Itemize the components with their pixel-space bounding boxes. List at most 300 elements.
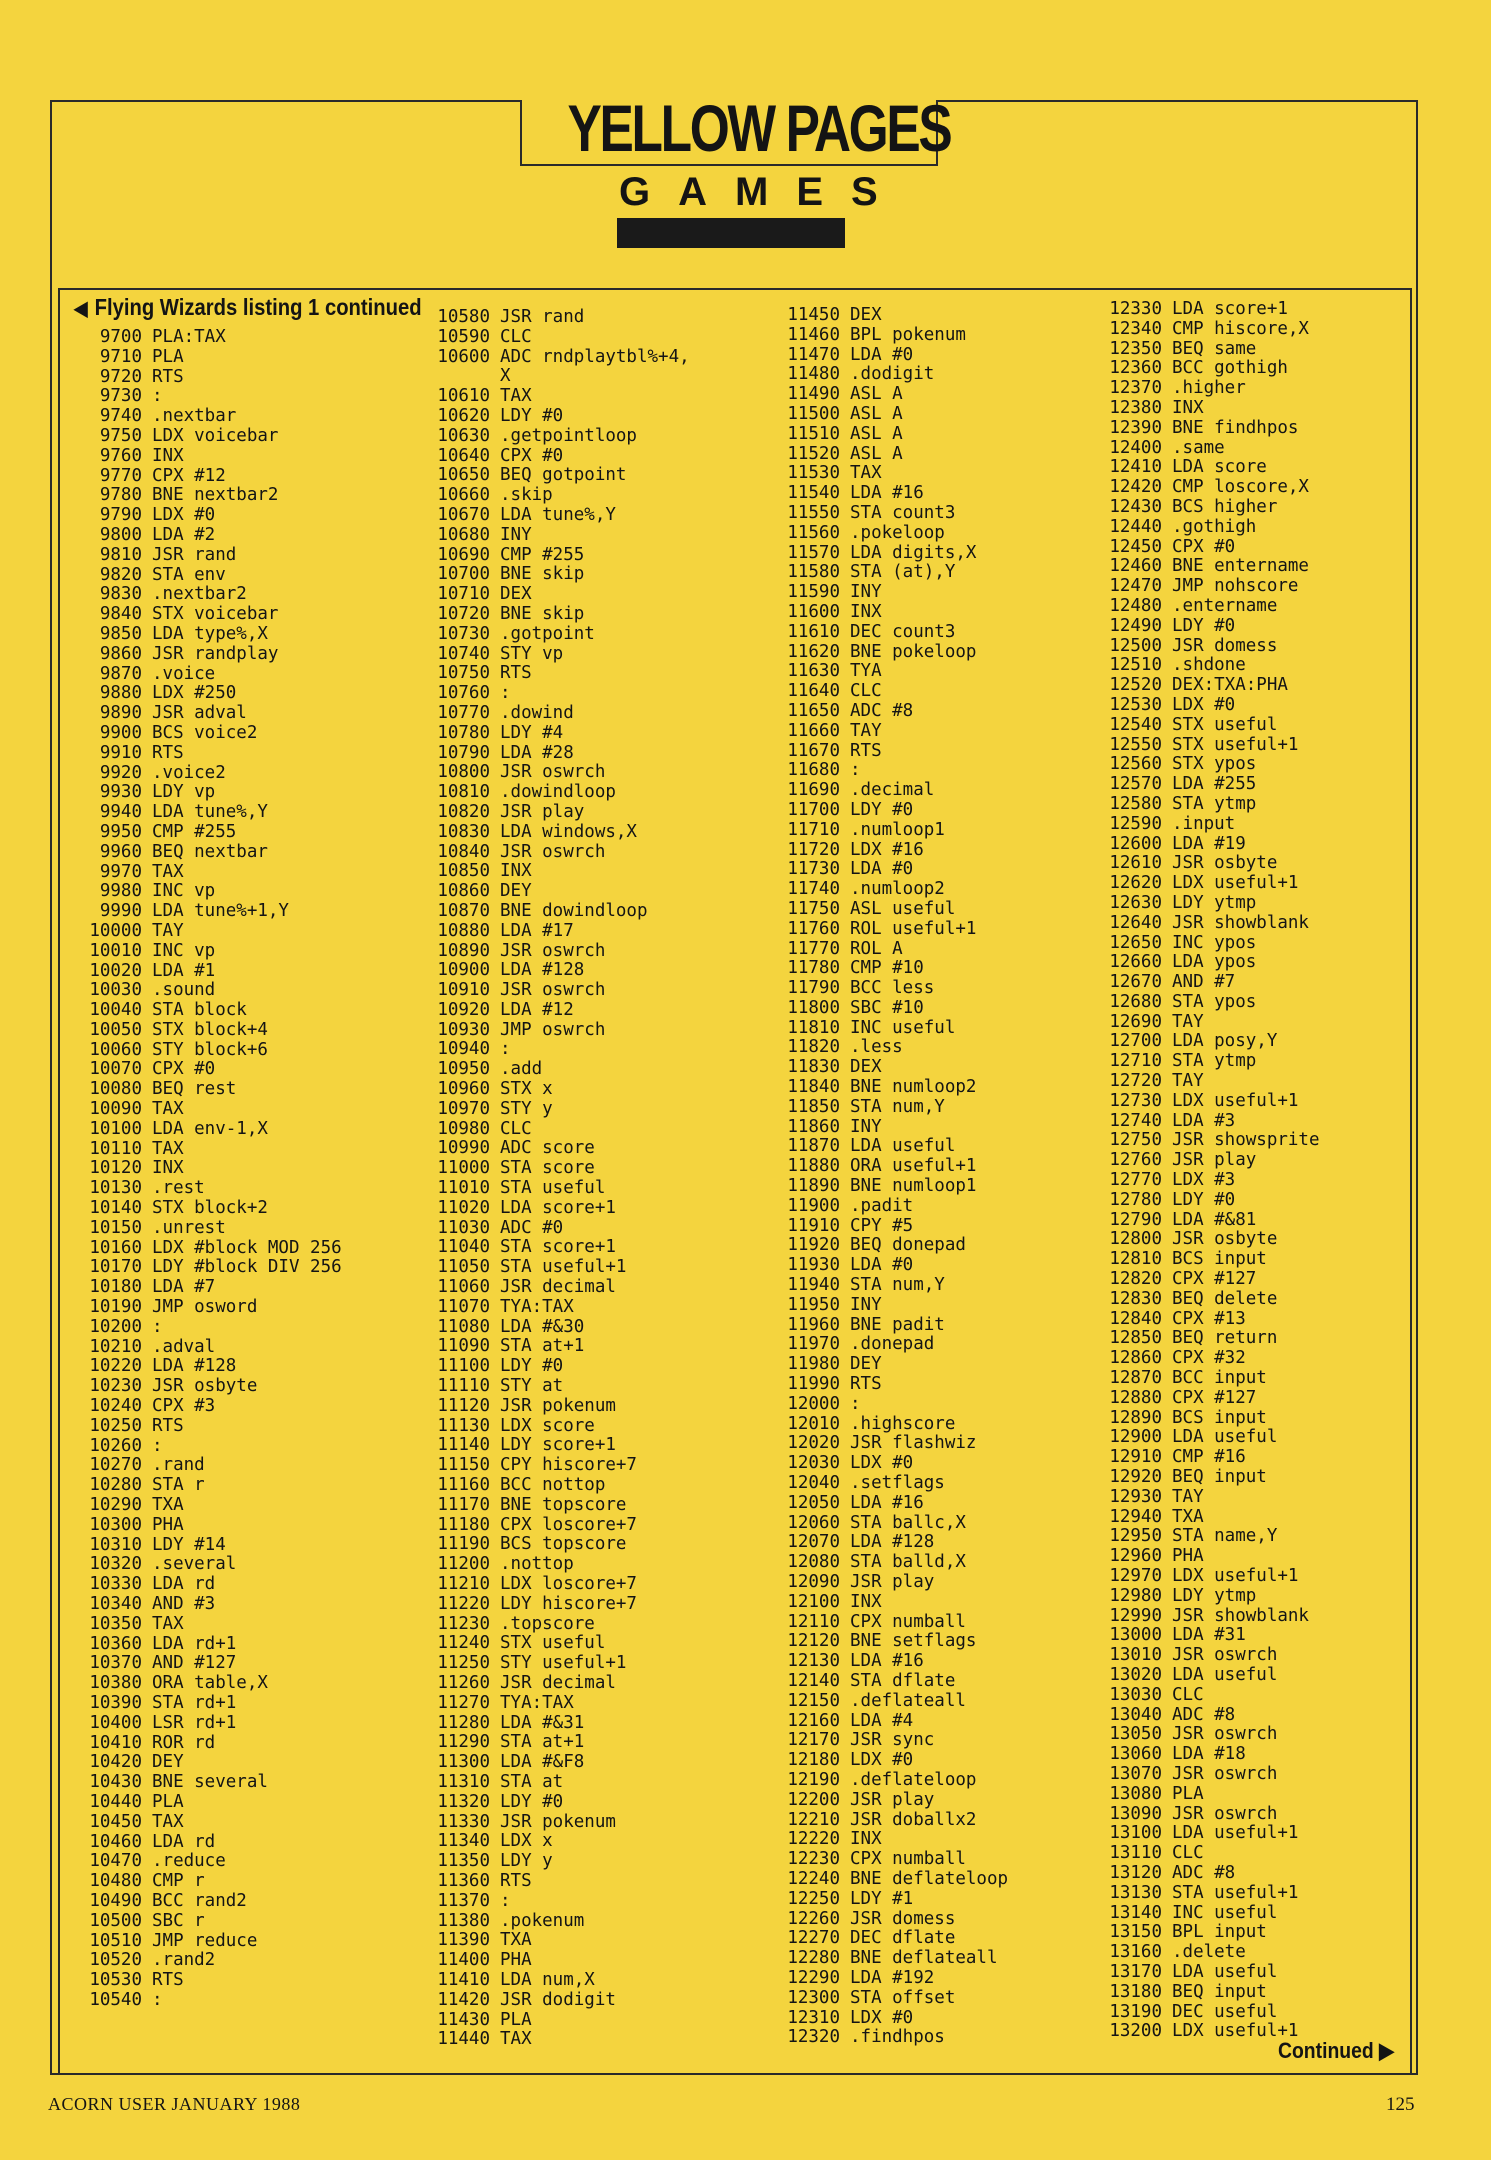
code-text: .nextbar [152, 406, 237, 427]
code-text: STX useful [500, 1633, 606, 1654]
line-number: 12330 [1109, 299, 1162, 319]
code-text: CMP hiscore,X [1172, 318, 1309, 339]
code-text: STX block+2 [152, 1198, 268, 1219]
code-line [1090, 1072, 1320, 1092]
line-number: 10500 [89, 1910, 142, 1931]
code-text: .delete [1172, 1942, 1246, 1963]
code-line [1090, 538, 1320, 558]
line-number: 12310 [787, 2007, 840, 2028]
code-line [768, 1830, 1008, 1850]
code-line [418, 1753, 690, 1773]
line-number: 11970 [787, 1334, 840, 1355]
code-line [418, 407, 690, 427]
line-number: 12890 [1109, 1407, 1162, 1428]
code-line [768, 1533, 1008, 1553]
code-line [768, 999, 1008, 1019]
code-text: LDY ytmp [1172, 892, 1257, 913]
code-text: STA ytmp [1172, 1051, 1257, 1072]
line-number: 12600 [1109, 833, 1162, 854]
line-number: 10290 [89, 1495, 142, 1516]
code-text: .same [1172, 437, 1225, 458]
code-text: JSR rand [500, 307, 585, 327]
code-text: STA balld,X [850, 1552, 966, 1573]
code-line [1090, 736, 1320, 756]
code-line [70, 645, 342, 665]
code-line [1090, 557, 1320, 577]
code-line [768, 524, 1008, 544]
code-text: LDA rd [152, 1574, 216, 1595]
code-text: BEQ delete [1172, 1288, 1278, 1309]
code-text: CPX #3 [152, 1396, 216, 1417]
code-text: BNE entername [1172, 556, 1309, 577]
code-text: JSR domess [850, 1908, 956, 1929]
code-line [70, 1833, 342, 1853]
line-number: 13200 [1109, 2021, 1162, 2042]
code-line [70, 1536, 342, 1556]
code-line [768, 1375, 1008, 1395]
code-line [418, 843, 690, 863]
line-number: 12300 [787, 1987, 840, 2008]
code-text: INC useful [1172, 1902, 1278, 1923]
code-text: JMP nohscore [1172, 576, 1299, 597]
code-line [768, 306, 1008, 326]
line-number: 12370 [1109, 378, 1162, 399]
line-number: 10340 [89, 1594, 142, 1614]
code-line [418, 942, 690, 962]
code-text: .adval [152, 1336, 216, 1357]
code-text: STA ballc,X [850, 1512, 966, 1533]
code-line [768, 1276, 1008, 1296]
code-line [418, 1555, 690, 1575]
line-number: 11230 [437, 1613, 490, 1634]
code-line [768, 2009, 1008, 2029]
code-line [1090, 359, 1320, 379]
line-number: 12540 [1109, 714, 1162, 735]
line-number: 10080 [89, 1079, 142, 1100]
line-number: 11570 [787, 542, 840, 563]
code-text: LDA #12 [500, 999, 574, 1020]
code-text: INC vp [152, 881, 216, 902]
code-text: INX [850, 601, 882, 622]
code-text: PHA [1172, 1546, 1204, 1567]
line-number: 12000 [787, 1393, 840, 1414]
code-line [418, 1832, 690, 1852]
code-text: INC useful [850, 1017, 956, 1038]
code-line [1090, 1032, 1320, 1052]
line-number: 10380 [89, 1673, 142, 1694]
code-text: LDA #&F8 [500, 1752, 585, 1773]
line-number: 13180 [1109, 1981, 1162, 2002]
line-number: 10270 [89, 1455, 142, 1476]
code-line [70, 1199, 342, 1219]
code-text: JSR oswrch [500, 940, 606, 961]
line-number: 12050 [787, 1492, 840, 1513]
line-number: 10740 [437, 643, 490, 664]
code-line [418, 1100, 690, 1120]
code-text: LDY ytmp [1172, 1585, 1257, 1606]
line-number: 10460 [89, 1831, 142, 1852]
code-text: STX block+4 [152, 1019, 268, 1040]
line-number: 10130 [89, 1178, 142, 1199]
code-line [1090, 1112, 1320, 1132]
code-line [1090, 1230, 1320, 1250]
line-number: 12750 [1109, 1130, 1162, 1151]
code-text: STA score+1 [500, 1237, 616, 1258]
code-text: BCC input [1172, 1368, 1267, 1389]
code-line [418, 605, 690, 625]
line-number: 12730 [1109, 1090, 1162, 1111]
line-number: 13080 [1109, 1783, 1162, 1804]
code-line [70, 902, 342, 922]
code-text: JSR sync [850, 1730, 935, 1751]
line-number: 9840 [99, 604, 142, 625]
code-line [418, 961, 690, 981]
code-text: .numloop2 [850, 879, 945, 900]
code-line [768, 1118, 1008, 1138]
code-text: : [152, 1316, 163, 1337]
code-text: INY [850, 1294, 882, 1315]
code-text: JSR domess [1172, 635, 1278, 656]
line-number: 12240 [787, 1868, 840, 1889]
code-text: LDX #0 [850, 1750, 914, 1771]
code-line [418, 1040, 690, 1060]
line-number: 13060 [1109, 1744, 1162, 1765]
line-number: 10980 [437, 1118, 490, 1139]
code-text: ASL useful [850, 898, 956, 919]
code-text: ROL useful+1 [850, 918, 977, 939]
code-line [70, 625, 342, 645]
line-number: 10860 [437, 881, 490, 902]
line-number: 12710 [1109, 1051, 1162, 1072]
code-line [768, 1910, 1008, 1930]
line-number: 10160 [89, 1237, 142, 1258]
line-number: 10690 [437, 544, 490, 565]
code-line [1090, 1725, 1320, 1745]
line-number: 10400 [89, 1712, 142, 1733]
code-line [768, 1593, 1008, 1613]
code-text: CPX #12 [152, 465, 226, 486]
line-number: 11160 [437, 1475, 490, 1496]
line-number: 12070 [787, 1532, 840, 1553]
line-number: 10390 [89, 1692, 142, 1713]
line-number: 9910 [99, 742, 142, 763]
code-line [70, 1892, 342, 1912]
continued-text: Continued [1278, 2038, 1374, 2063]
line-number: 10040 [89, 1000, 142, 1021]
code-line [70, 962, 342, 982]
line-number: 12120 [787, 1631, 840, 1652]
code-line [70, 1001, 342, 1021]
code-text: PLA [1172, 1783, 1204, 1804]
code-text: DEY [850, 1354, 882, 1375]
code-line [1090, 320, 1320, 340]
code-text: CPX loscore+7 [500, 1514, 637, 1535]
line-number: 12960 [1109, 1546, 1162, 1567]
line-number: 11520 [787, 443, 840, 464]
line-number: 11480 [787, 364, 840, 385]
code-line [70, 1734, 342, 1754]
code-line [418, 1872, 690, 1892]
code-text: BPL input [1172, 1922, 1267, 1943]
code-line [768, 979, 1008, 999]
code-text: LDA #0 [850, 859, 914, 880]
code-text: LDY #0 [1172, 615, 1236, 636]
code-text: LDA env-1,X [152, 1118, 268, 1139]
code-text: STA r [152, 1475, 205, 1496]
code-line [418, 1733, 690, 1753]
code-line [1090, 1706, 1320, 1726]
line-number: 11460 [787, 324, 840, 345]
code-line [1090, 1369, 1320, 1389]
line-number: 11010 [437, 1178, 490, 1199]
code-text: LDA useful [1172, 1961, 1278, 1982]
code-text: INY [850, 582, 882, 603]
code-text: JSR play [850, 1572, 935, 1592]
code-line [768, 900, 1008, 920]
line-number: 12180 [787, 1750, 840, 1771]
line-number: 11880 [787, 1156, 840, 1177]
code-line [418, 1813, 690, 1833]
line-number: 10520 [89, 1950, 142, 1971]
code-line [70, 1694, 342, 1714]
line-number: 9810 [99, 544, 142, 565]
code-text: JSR adval [152, 703, 247, 724]
line-number: 12220 [787, 1829, 840, 1850]
code-line [768, 1157, 1008, 1177]
code-line [418, 1357, 690, 1377]
line-number: 10010 [89, 940, 142, 961]
code-line [1090, 1785, 1320, 1805]
code-line [1090, 1290, 1320, 1310]
code-line [768, 781, 1008, 801]
code-line [1090, 973, 1320, 993]
line-number: 11870 [787, 1136, 840, 1157]
code-line [418, 1080, 690, 1100]
code-line [70, 1971, 342, 1991]
line-number: 12520 [1109, 675, 1162, 696]
code-text: STA num,Y [850, 1275, 945, 1296]
section-subtitle: GAMES [619, 170, 906, 214]
code-line [1090, 1448, 1320, 1468]
code-line [418, 1615, 690, 1635]
code-text: .pokenum [500, 1910, 585, 1931]
code-text: LDA #0 [850, 344, 914, 365]
code-line [1090, 1587, 1320, 1607]
code-text: BNE several [152, 1772, 268, 1793]
line-number: 10810 [437, 782, 490, 803]
line-number: 12690 [1109, 1011, 1162, 1032]
code-line [768, 1137, 1008, 1157]
code-text: .setflags [850, 1473, 945, 1494]
code-text: JSR oswrch [1172, 1803, 1278, 1824]
code-line [418, 763, 690, 783]
code-text: CPX #13 [1172, 1308, 1246, 1329]
code-text: CMP #10 [850, 958, 924, 979]
line-number: 11670 [787, 740, 840, 761]
code-text: TAX [152, 861, 184, 882]
code-line [768, 1969, 1008, 1989]
code-text: BEQ gotpoint [500, 465, 627, 486]
code-text: BEQ input [1172, 1467, 1267, 1488]
line-number: 13130 [1109, 1882, 1162, 1903]
line-number: 12200 [787, 1789, 840, 1810]
code-line [70, 1456, 342, 1476]
code-text: JSR pokenum [500, 1811, 616, 1832]
line-number: 10350 [89, 1613, 142, 1634]
code-line [418, 882, 690, 902]
code-line [1090, 1389, 1320, 1409]
code-line [418, 2011, 690, 2031]
code-text: JMP oswrch [500, 1019, 606, 1040]
section-title-box [520, 91, 951, 166]
code-text: BEQ donepad [850, 1235, 966, 1256]
code-line [70, 447, 342, 467]
left-arrow-icon: ◀ [74, 298, 88, 320]
code-text: LDA #16 [850, 1492, 924, 1513]
code-line [768, 1850, 1008, 1870]
code-text: ORA table,X [152, 1673, 268, 1694]
code-line [1090, 1805, 1320, 1825]
code-line [768, 1494, 1008, 1514]
line-number: 10910 [437, 980, 490, 1001]
code-line [418, 1971, 690, 1991]
code-line [768, 1514, 1008, 1534]
line-number: 11060 [437, 1277, 490, 1298]
code-text: .deflateloop [850, 1769, 977, 1790]
code-text: TXA [500, 1930, 532, 1951]
code-text: LDA num,X [500, 1969, 595, 1990]
line-number: 12790 [1109, 1209, 1162, 1230]
code-line [1090, 1943, 1320, 1963]
code-line [70, 764, 342, 784]
code-line [768, 1613, 1008, 1633]
line-number: 11610 [787, 621, 840, 642]
code-text: LSR rd+1 [152, 1712, 237, 1733]
code-text: JSR osbyte [1172, 1229, 1278, 1250]
code-line [1090, 1468, 1320, 1488]
code-line [418, 1852, 690, 1872]
line-number: 11280 [437, 1712, 490, 1733]
code-line [1090, 1745, 1320, 1765]
code-line [768, 464, 1008, 484]
line-number: 12060 [787, 1512, 840, 1533]
code-line [1090, 676, 1320, 696]
code-line [418, 823, 690, 843]
line-number: 13120 [1109, 1862, 1162, 1883]
line-number: 11200 [437, 1554, 490, 1575]
code-line [70, 1357, 342, 1377]
line-number: 10600 [437, 346, 490, 367]
code-text: LDA #7 [152, 1277, 216, 1298]
code-line [768, 1335, 1008, 1355]
code-line [70, 427, 342, 447]
code-text: JSR rand [152, 544, 237, 565]
code-text: JSR oswrch [1172, 1645, 1278, 1666]
code-line [768, 1038, 1008, 1058]
line-number: 10630 [437, 425, 490, 446]
code-line [1090, 1171, 1320, 1191]
line-number: 13050 [1109, 1724, 1162, 1745]
code-line [70, 387, 342, 407]
code-line [70, 1437, 342, 1457]
code-line [768, 1890, 1008, 1910]
code-line [1090, 399, 1320, 419]
line-number: 12230 [787, 1849, 840, 1870]
code-text: SBC r [152, 1910, 205, 1931]
code-text: TAX [152, 1811, 184, 1832]
code-text: CPX #127 [1172, 1269, 1257, 1290]
line-number: 11360 [437, 1870, 490, 1891]
line-number: 13190 [1109, 2001, 1162, 2022]
line-number: 12380 [1109, 397, 1162, 418]
line-number: 10920 [437, 999, 490, 1020]
code-line [418, 803, 690, 823]
code-line [768, 365, 1008, 385]
code-text: .input [1172, 813, 1236, 834]
code-line [768, 1989, 1008, 2009]
code-text: AND #3 [152, 1594, 216, 1614]
code-line [1090, 934, 1320, 954]
line-number: 12990 [1109, 1605, 1162, 1626]
code-text: JSR oswrch [1172, 1724, 1278, 1745]
code-line [1090, 498, 1320, 518]
code-line [70, 843, 342, 863]
line-number: 10480 [89, 1871, 142, 1892]
line-number: 9850 [99, 623, 142, 644]
code-line [418, 1001, 690, 1021]
line-number: 13030 [1109, 1684, 1162, 1705]
line-number: 10210 [89, 1336, 142, 1357]
code-text: RTS [850, 1374, 882, 1395]
line-number: 11940 [787, 1275, 840, 1296]
code-line [70, 467, 342, 487]
code-text: ASL A [850, 423, 903, 444]
code-text: : [152, 1989, 163, 2010]
code-text: : [152, 1435, 163, 1456]
line-number: 10110 [89, 1138, 142, 1159]
code-text: STX voicebar [152, 604, 279, 625]
line-number: 11900 [787, 1195, 840, 1216]
code-line [768, 1355, 1008, 1375]
line-number: 11310 [437, 1771, 490, 1792]
code-line [70, 1159, 342, 1179]
code-text: TXA [1172, 1506, 1204, 1527]
right-arrow-icon: ▶ [1379, 2038, 1394, 2063]
line-number: 10900 [437, 960, 490, 981]
line-number: 12410 [1109, 457, 1162, 478]
code-line [418, 1654, 690, 1674]
code-text: TAY [850, 720, 882, 741]
code-text: LDA rd [152, 1831, 216, 1852]
code-text: CPX #127 [1172, 1387, 1257, 1408]
line-number: 12590 [1109, 813, 1162, 834]
code-text: BCS higher [1172, 496, 1278, 517]
line-number: 12110 [787, 1611, 840, 1632]
code-text: .deflateall [850, 1690, 966, 1711]
line-number: 9930 [99, 782, 142, 803]
line-number: 10410 [89, 1732, 142, 1753]
code-text: JMP reduce [152, 1930, 258, 1951]
code-text: CLC [500, 1118, 532, 1139]
code-text: LDX #block MOD 256 [152, 1237, 342, 1258]
line-number: 9820 [99, 564, 142, 585]
line-number: 10750 [437, 663, 490, 684]
line-number: 10000 [89, 920, 142, 941]
code-text: CPX #0 [1172, 536, 1236, 557]
code-text: LDY #0 [1172, 1189, 1236, 1210]
line-number: 10360 [89, 1633, 142, 1654]
code-line [768, 1632, 1008, 1652]
